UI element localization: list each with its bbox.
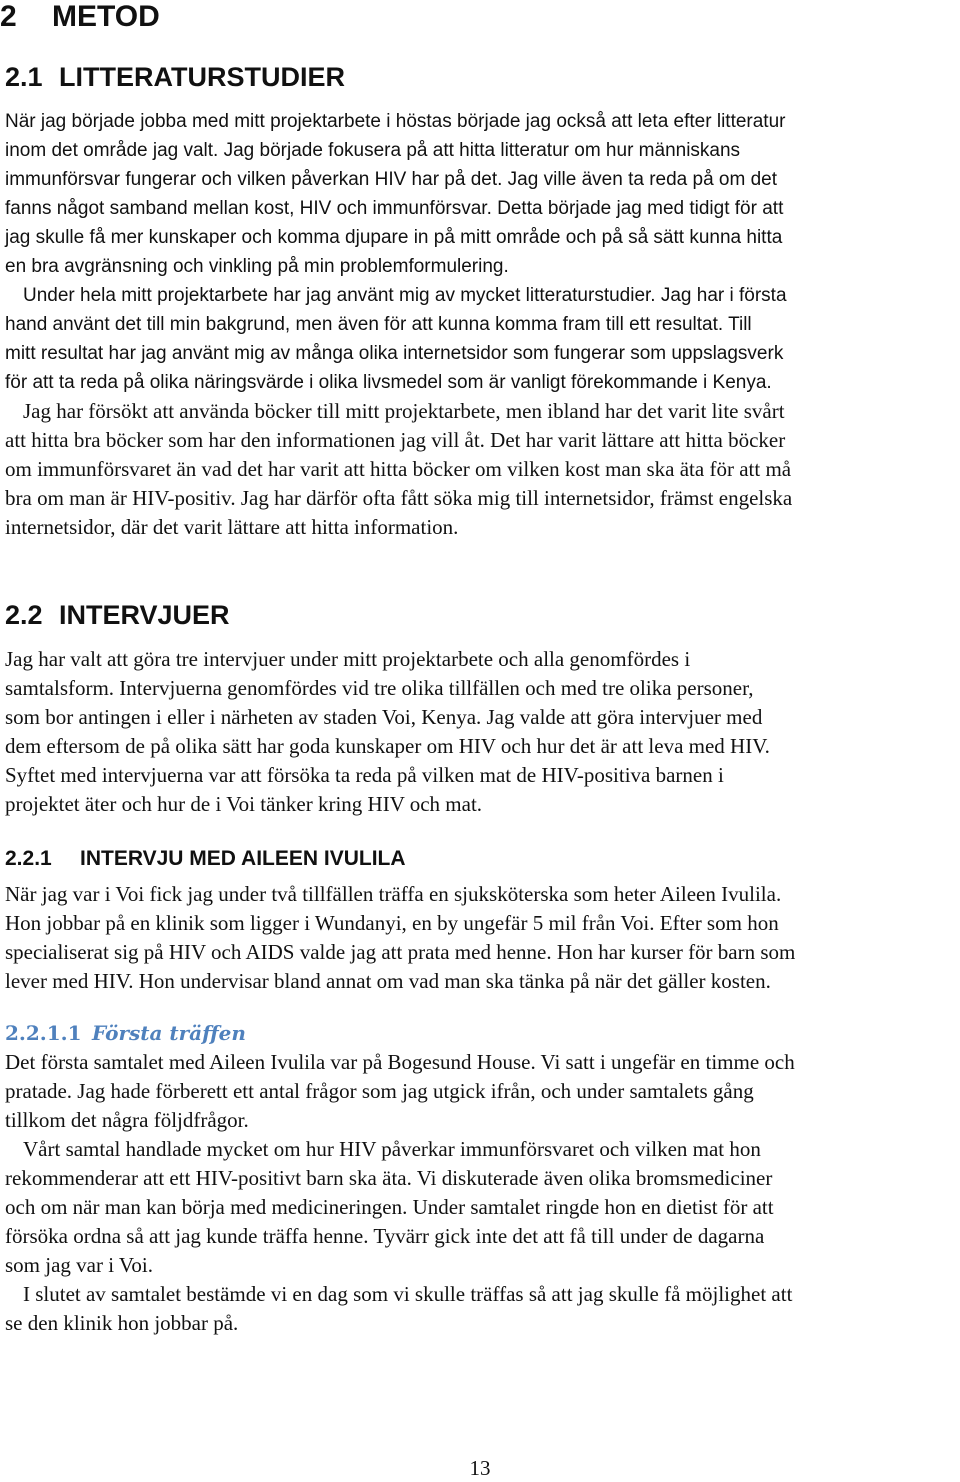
heading-title: INTERVJU MED AILEEN IVULILA — [80, 847, 406, 870]
text-line: Det första samtalet med Aileen Ivulila var på Bogesund House. Vi satt i ungefär en timme och — [5, 1050, 795, 1074]
text-line: Syftet med intervjuerna var att försöka ta reda på vilken mat de HIV-positiva barnen i — [5, 763, 724, 787]
text-line: immunförsvar fungerar och vilken påverkan HIV har på det. Jag ville även ta reda på om det — [5, 169, 778, 190]
text-line: bra om man är HIV-positiv. Jag har därför ofta fått söka mig till internetsidor, främst engelska — [5, 486, 793, 510]
text-line: lever med HIV. Hon undervisar bland annat om vad man ska tänka på när det gäller kosten. — [5, 969, 771, 993]
heading-number: 2.2.1 — [5, 847, 52, 870]
heading-number: 2.1 — [5, 62, 43, 92]
text-line: försöka ordna så att jag kunde träffa henne. Tyvärr gick inte det att få till under de dagarna — [5, 1224, 765, 1248]
heading-title: METOD — [52, 0, 160, 33]
text-line: tillkom det några följdfrågor. — [5, 1108, 249, 1132]
text-line: rekommenderar att ett HIV-positivt barn ska äta. Vi diskuterade även olika bromsmediciner — [5, 1166, 773, 1190]
heading-forsta-traffen — [5, 1020, 246, 1046]
text-line: Jag har försökt att använda böcker till mitt projektarbete, men ibland har det varit lite svårt — [23, 399, 785, 423]
text-line: som jag var i Voi. — [5, 1253, 153, 1277]
heading-number: 2.2 — [5, 600, 43, 630]
text-line: När jag började jobba med mitt projektarbete i höstas började jag också att leta efter litteratur — [5, 111, 786, 132]
paragraph-intervjuer — [5, 645, 957, 819]
heading-intervjuer — [5, 599, 230, 631]
text-line: jag skulle få mer kunskaper och komma djupare in på mitt område och på så sätt kunna hitta — [5, 227, 783, 248]
text-line: och om när man kan börja med medicineringen. Under samtalet ringde hon en dietist för att — [5, 1195, 774, 1219]
paragraph-bocker — [5, 397, 957, 542]
text-line: Hon jobbar på en klinik som ligger i Wundanyi, en by ungefär 5 mil från Voi. Efter som hon — [5, 911, 779, 935]
text-line: mitt resultat har jag använt mig av många olika internetsidor som fungerar som uppslagsverk — [5, 343, 784, 364]
text-line: hand använt det till min bakgrund, men även för att kunna komma fram till ett resultat. Till — [5, 314, 752, 335]
heading-metod — [0, 0, 160, 34]
text-line: fanns något samband mellan kost, HIV och immunförsvar. Detta började jag med tidigt för att — [5, 198, 784, 219]
text-line: Under hela mitt projektarbete har jag använt mig av mycket litteraturstudier. Jag har i första — [23, 285, 787, 306]
heading-title: INTERVJUER — [59, 600, 230, 630]
heading-title: Första träffen — [92, 1021, 246, 1045]
text-line: som bor antingen i eller i närheten av staden Voi, Kenya. Jag valde att göra intervjuer med — [5, 705, 763, 729]
text-line: pratade. Jag hade förberett ett antal frågor som jag utgick ifrån, och under samtalets gång — [5, 1079, 754, 1103]
text-line: dem eftersom de på olika sätt har goda kunskaper om HIV och hur det är att leva med HIV. — [5, 734, 770, 758]
heading-number: 2.2.1.1 — [5, 1021, 82, 1045]
text-line: specialiserat sig på HIV och AIDS valde jag att prata med henne. Hon har kurser för barn som — [5, 940, 796, 964]
text-line: se den klinik hon jobbar på. — [5, 1311, 239, 1335]
heading-title: LITTERATURSTUDIER — [59, 62, 345, 92]
text-line: för att ta reda på olika näringsvärde i olika livsmedel som är vanligt förekommande i Kenya. — [5, 372, 772, 393]
text-line: att hitta bra böcker som har den informationen jag vill åt. Det har varit lättare att hitta böcker — [5, 428, 786, 452]
text-line: internetsidor, där det varit lättare att hitta information. — [5, 515, 459, 539]
heading-intervju-aileen — [5, 846, 406, 872]
text-line: en bra avgränsning och vinkling på min problemformulering. — [5, 256, 509, 277]
page-number: 13 — [469, 1456, 491, 1480]
paragraph-litteraturstudier — [5, 107, 957, 397]
text-line: inom det område jag valt. Jag började fokusera på att hitta litteratur om hur människans — [5, 140, 741, 161]
text-line: I slutet av samtalet bestämde vi en dag som vi skulle träffas så att jag skulle få möjlighet att — [23, 1282, 793, 1306]
text-line: om immunförsvaret än vad det har varit att hitta böcker om vilken kost man ska äta för att må — [5, 457, 792, 481]
paragraph-forsta-traffen — [5, 1048, 957, 1338]
heading-number: 2 — [0, 0, 17, 33]
text-line: När jag var i Voi fick jag under två tillfällen träffa en sjuksköterska som heter Aileen Ivulila. — [5, 882, 782, 906]
text-line: samtalsform. Intervjuerna genomfördes vid tre olika tillfällen och med tre olika personer, — [5, 676, 754, 700]
paragraph-aileen — [5, 880, 957, 996]
text-line: projektet äter och hur de i Voi tänker kring HIV och mat. — [5, 792, 483, 816]
text-line: Jag har valt att göra tre intervjuer under mitt projektarbete och alla genomfördes i — [5, 647, 691, 671]
text-line: Vårt samtal handlade mycket om hur HIV påverkar immunförsvaret och vilken mat hon — [23, 1137, 761, 1161]
heading-litteraturstudier — [5, 61, 345, 93]
